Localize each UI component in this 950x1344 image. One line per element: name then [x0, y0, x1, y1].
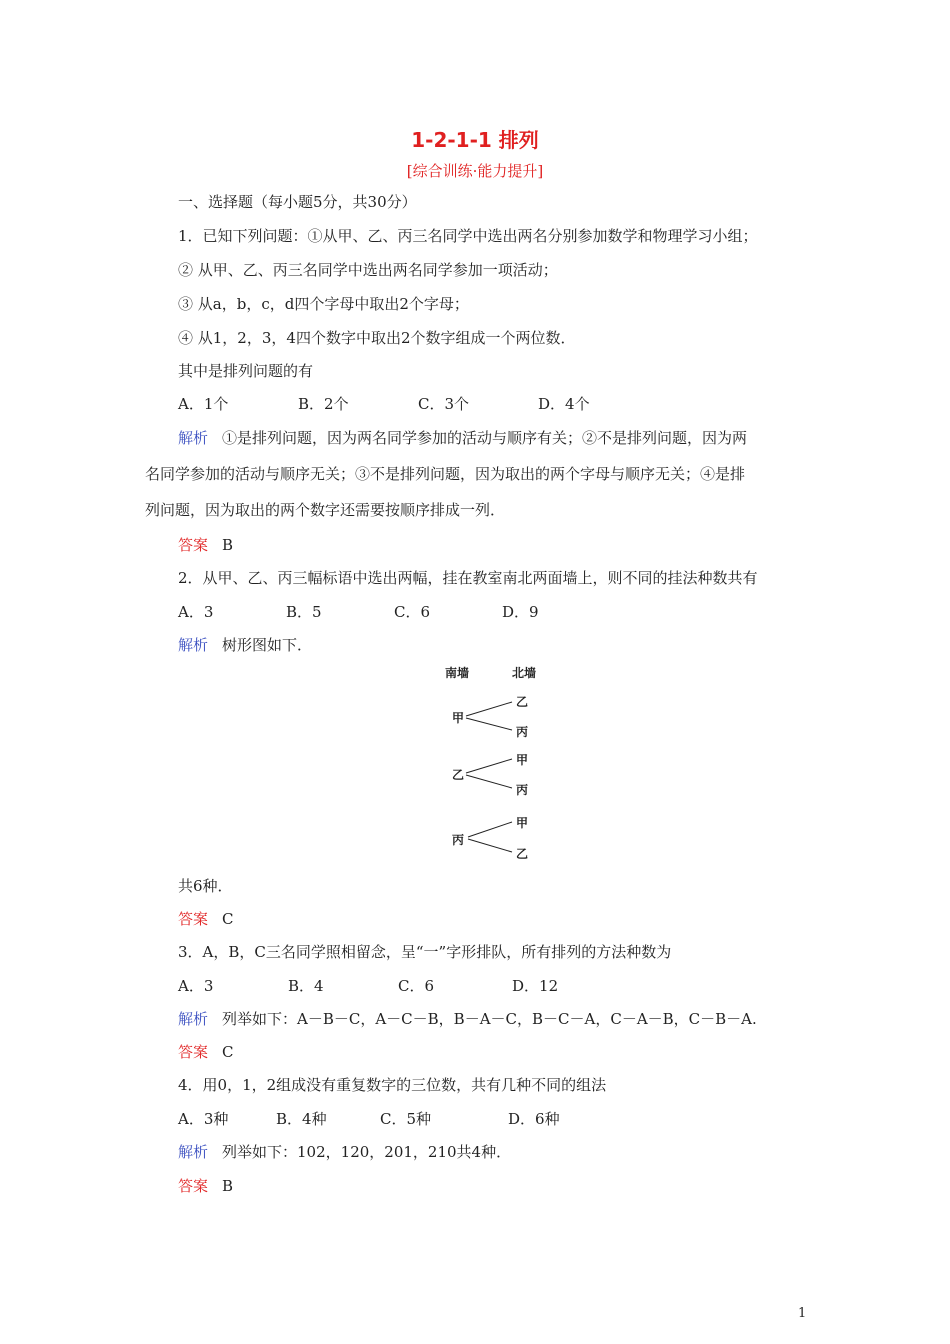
q3-option-b: B．4 [288, 977, 324, 995]
q1-analysis-text-1: ①是排列问题，因为两名同学参加的活动与顺序有关；②不是排列问题，因为两 [222, 429, 748, 447]
q4-stem: 4．用0，1，2组成没有重复数字的三位数，共有几种不同的组法 [178, 1076, 607, 1094]
q4-option-a: A．3种 [178, 1110, 229, 1128]
q3-answer-label: 答案 [178, 1043, 209, 1061]
q4-answer [178, 1176, 233, 1196]
q3-option-a: A．3 [178, 977, 214, 995]
q4-option-c: C．5种 [380, 1110, 432, 1128]
page-subtitle: [综合训练·能力提升] [406, 162, 544, 180]
q4-option-d: D．6种 [508, 1110, 560, 1128]
q3-answer-value: C [222, 1043, 234, 1061]
page-number: 1 [798, 1306, 807, 1321]
tree-root-2: 乙 [452, 768, 465, 782]
tree-root-1: 甲 [452, 711, 465, 725]
q4-answer-label: 答案 [178, 1177, 209, 1195]
q1-option-a: A．1个 [178, 395, 229, 413]
tree-leaf-3a: 甲 [516, 816, 529, 830]
q2-answer-value: C [222, 910, 234, 928]
tree-leaf-2a: 甲 [516, 753, 529, 767]
q2-option-c: C．6 [394, 603, 431, 621]
tree-leaf-2b: 丙 [516, 783, 529, 797]
q1-option-d: D．4个 [538, 395, 590, 413]
page-title: 1-2-1-1 排列 [411, 128, 539, 152]
q1-ask: 其中是排列问题的有 [178, 362, 314, 380]
q4-analysis-label: 解析 [178, 1143, 209, 1161]
q4-analysis [178, 1142, 511, 1162]
tree-edge [466, 759, 512, 773]
section-heading: 一、选择题（每小题5分，共30分） [178, 193, 417, 211]
q3-analysis-label: 解析 [178, 1010, 209, 1028]
q2-option-a: A．3 [178, 603, 214, 621]
q3-stem: 3．A，B，C三名同学照相留念，呈“一”字形排队，所有排列的方法种数为 [178, 943, 672, 961]
tree-root-3: 丙 [452, 833, 465, 847]
q1-analysis-line-1 [178, 428, 747, 448]
q3-options [178, 976, 558, 996]
q1-answer-label: 答案 [178, 536, 209, 554]
q1-option-c: C．3个 [418, 395, 470, 413]
q2-total: 共6种． [178, 877, 233, 895]
q4-option-b: B．4种 [276, 1110, 327, 1128]
tree-edge [466, 702, 512, 716]
q3-option-c: C．6 [398, 977, 435, 995]
tree-edge [468, 822, 512, 837]
q1-item-2: ② 从甲、乙、丙三名同学中选出两名同学参加一项活动； [178, 261, 558, 279]
q1-option-b: B．2个 [298, 395, 349, 413]
q1-stem: 1．已知下列问题：①从甲、乙、丙三名同学中选出两名分别参加数学和物理学习小组； [178, 227, 758, 245]
q1-answer-value: B [222, 536, 234, 554]
tree-header-north: 北墙 [512, 666, 537, 680]
q3-option-d: D．12 [512, 977, 559, 995]
q3-analysis [178, 1009, 757, 1029]
q1-analysis-line-3: 列问题，因为取出的两个数字还需要按顺序排成一列． [145, 501, 506, 519]
q2-stem: 2．从甲、乙、丙三幅标语中选出两幅，挂在教室南北两面墙上，则不同的挂法种数共有 [178, 569, 758, 587]
tree-edge [466, 775, 512, 788]
q4-answer-value: B [222, 1177, 234, 1195]
q2-answer-label: 答案 [178, 910, 209, 928]
q1-item-3: ③ 从a，b，c，d四个字母中取出2个字母； [178, 295, 469, 313]
tree-leaf-1a: 乙 [516, 695, 529, 709]
q1-analysis-line-2: 名同学参加的活动与顺序无关；③不是排列问题，因为取出的两个字母与顺序无关；④是排 [145, 465, 746, 483]
q4-analysis-text: 列举如下：102，120，201，210共4种． [222, 1143, 512, 1161]
q2-analysis-label: 解析 [178, 636, 209, 654]
q1-options [178, 394, 590, 414]
tree-header-south: 南墙 [445, 666, 470, 680]
tree-leaf-3b: 乙 [516, 847, 529, 861]
q1-answer [178, 535, 233, 555]
q2-option-b: B．5 [286, 603, 322, 621]
q4-options [178, 1109, 560, 1129]
q1-analysis-label: 解析 [178, 429, 209, 447]
tree-diagram [440, 662, 550, 867]
q2-option-d: D．9 [502, 603, 539, 621]
q2-answer [178, 909, 234, 929]
q2-options [178, 602, 539, 622]
tree-leaf-1b: 丙 [516, 725, 529, 739]
q3-answer [178, 1042, 234, 1062]
q1-item-4: ④ 从1，2，3，4四个数字中取出2个数字组成一个两位数． [178, 329, 576, 347]
q3-analysis-text: 列举如下：A－B－C，A－C－B，B－A－C，B－C－A，C－A－B，C－B－A. [222, 1010, 757, 1028]
q2-analysis-text: 树形图如下． [222, 636, 313, 654]
tree-edge [466, 718, 512, 730]
q2-analysis [178, 635, 312, 655]
tree-edge [468, 839, 512, 852]
